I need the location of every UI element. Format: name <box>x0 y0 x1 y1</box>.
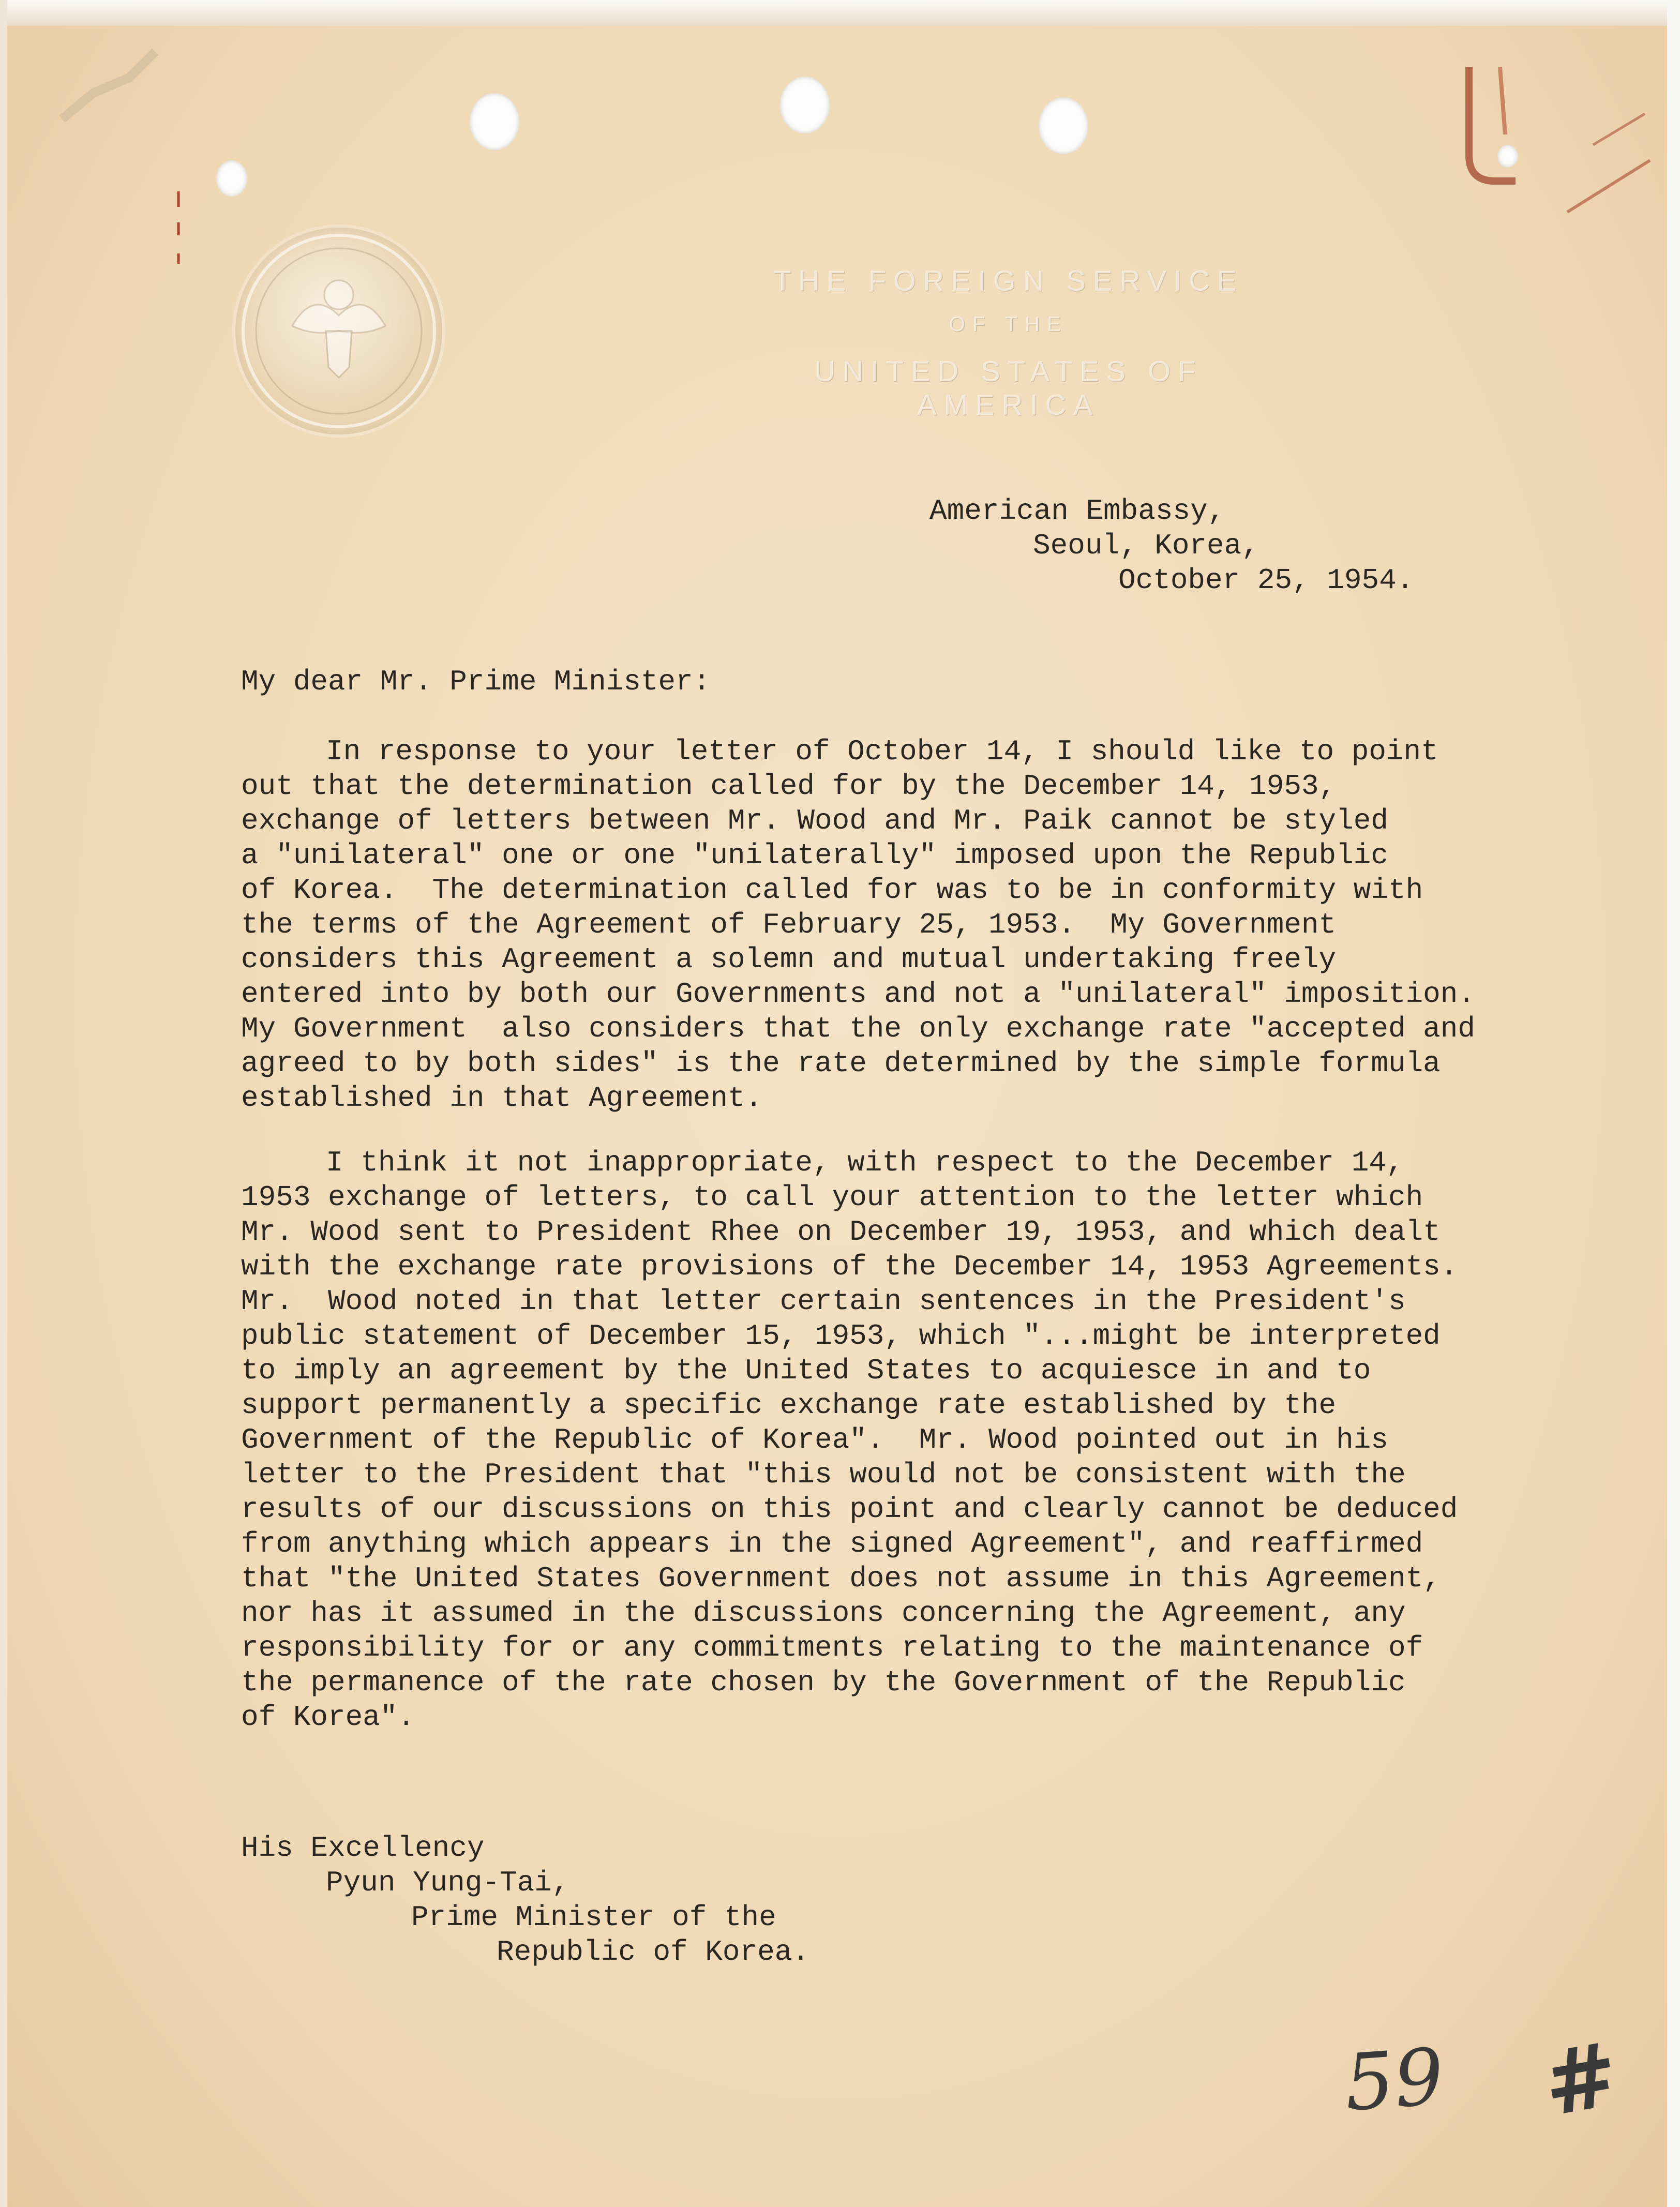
punch-hole <box>1039 97 1088 154</box>
addressee-line-3: Prime Minister of the <box>411 1901 776 1934</box>
address-line-2: Seoul, Korea, <box>1033 529 1259 562</box>
embossed-seal <box>235 228 442 434</box>
paragraph-2-line: Government of the Republic of Korea". Mr. Wood pointed out in his <box>241 1423 1388 1457</box>
addressee-line-4: Republic of Korea. <box>497 1935 809 1969</box>
paragraph-2-line: I think it not inappropriate, with respect to the December 14, <box>326 1146 1404 1179</box>
letterhead-line-2: OF THE <box>949 313 1068 336</box>
paragraph-1-line: out that the determination called for by the December 14, 1953, <box>241 770 1337 803</box>
address-line-1: American Embassy, <box>929 494 1225 528</box>
paragraph-1-line: exchange of letters between Mr. Wood and Mr. Paik cannot be styled <box>241 804 1388 837</box>
paragraph-2-line: letter to the President that "this would not be consistent with the <box>241 1458 1406 1491</box>
rust-stain <box>1438 57 1655 228</box>
handwritten-mark: # <box>1535 2022 1626 2137</box>
letterhead-line-3: UNITED STATES OF AMERICA <box>814 355 1203 421</box>
red-marks <box>171 191 186 274</box>
salutation: My dear Mr. Prime Minister: <box>241 665 711 698</box>
paragraph-1-line: agreed to by both sides" is the rate determined by the simple formula <box>241 1047 1441 1080</box>
paragraph-1-line: considers this Agreement a solemn and mutual undertaking freely <box>241 943 1337 976</box>
punch-hole <box>780 77 830 133</box>
paragraph-1-line: In response to your letter of October 14, I should like to point <box>326 735 1438 768</box>
punch-hole <box>470 93 519 150</box>
paragraph-2-line: from anything which appears in the signed Agreement", and reaffirmed <box>241 1527 1423 1560</box>
paragraph-2-line: with the exchange rate provisions of the December 14, 1953 Agreements. <box>241 1250 1458 1283</box>
paragraph-2-line: that "the United States Government does not assume in this Agreement, <box>241 1562 1441 1595</box>
paragraph-2-line: nor has it assumed in the discussions concerning the Agreement, any <box>241 1597 1406 1630</box>
paragraph-1-line: My Government also considers that the only exchange rate "accepted and <box>241 1012 1475 1045</box>
letterhead-line-1: THE FOREIGN SERVICE <box>773 264 1244 297</box>
paragraph-2-line: support permanently a specific exchange rate established by the <box>241 1389 1337 1422</box>
eagle-seal-icon <box>235 228 442 434</box>
paragraph-1-line: of Korea. The determination called for was to be in conformity with <box>241 874 1423 907</box>
handwritten-page-number: 59 <box>1342 2032 1447 2129</box>
punch-hole <box>216 160 247 197</box>
paragraph-1-line: entered into by both our Governments and not a "unilateral" imposition. <box>241 978 1475 1011</box>
scan-top-edge <box>0 0 1680 26</box>
paragraph-2-line: 1953 exchange of letters, to call your attention to the letter which <box>241 1181 1423 1214</box>
paragraph-2-line: results of our discussions on this point and clearly cannot be deduced <box>241 1493 1458 1526</box>
paragraph-1-line: established in that Agreement. <box>241 1082 763 1115</box>
paragraph-1-line: the terms of the Agreement of February 25, 1953. My Government <box>241 908 1337 941</box>
paragraph-2-line: the permanence of the rate chosen by the Government of the Republic <box>241 1666 1406 1699</box>
paragraph-2-line: responsibility for or any commitments relating to the maintenance of <box>241 1631 1423 1664</box>
addressee-line-2: Pyun Yung-Tai, <box>326 1866 569 1899</box>
tape-mark <box>52 31 186 124</box>
paragraph-2-line: Mr. Wood noted in that letter certain sentences in the President's <box>241 1285 1406 1318</box>
scan-left-edge <box>0 0 7 2207</box>
paragraph-1-line: a "unilateral" one or one "unilaterally" imposed upon the Republic <box>241 839 1388 872</box>
addressee-line-1: His Excellency <box>241 1831 485 1865</box>
scan-right-edge <box>1667 0 1680 2207</box>
paragraph-2-line: public statement of December 15, 1953, which "...might be interpreted <box>241 1319 1441 1353</box>
punch-hole <box>1497 145 1518 168</box>
paragraph-2-line: of Korea". <box>241 1701 415 1734</box>
date-line: October 25, 1954. <box>1118 564 1414 597</box>
paragraph-2-line: Mr. Wood sent to President Rhee on December 19, 1953, and which dealt <box>241 1215 1441 1249</box>
paragraph-2-line: to imply an agreement by the United States to acquiesce in and to <box>241 1354 1371 1387</box>
